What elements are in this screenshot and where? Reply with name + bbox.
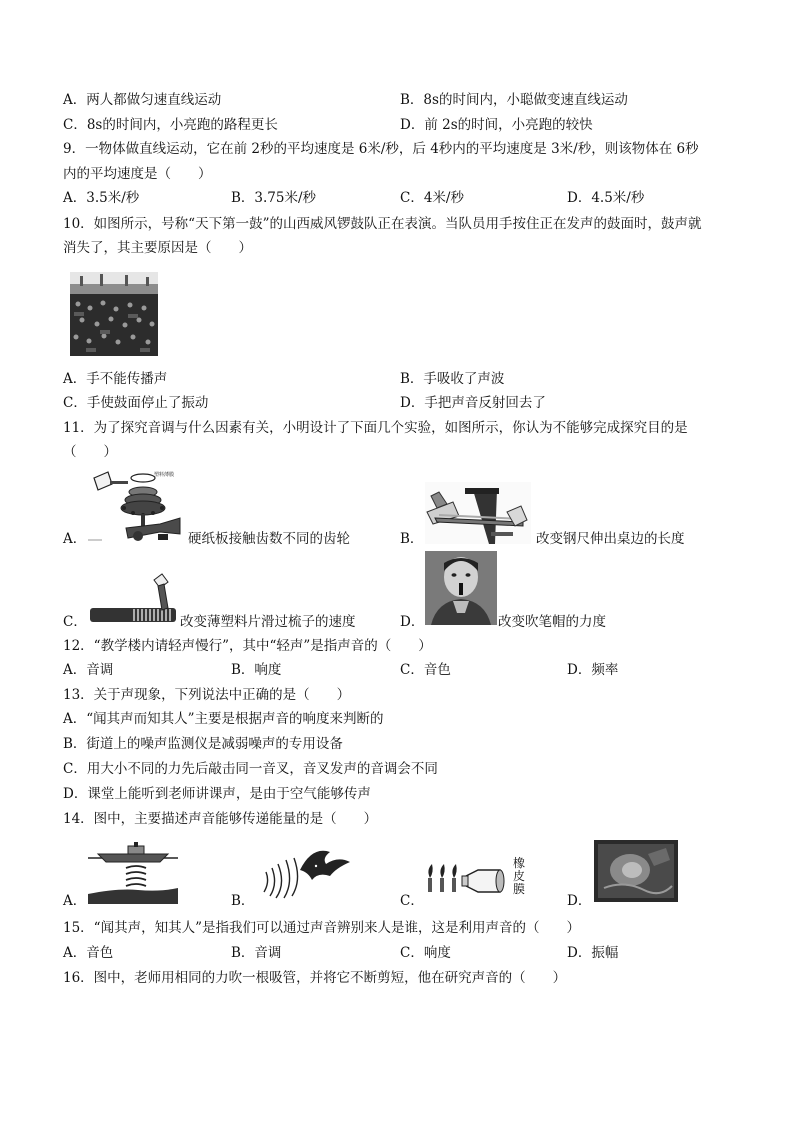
- plastic-film-label: 塑料薄膜: [154, 472, 175, 478]
- q12-option-b: B．响度: [231, 662, 282, 678]
- comb-figure: [88, 572, 180, 628]
- q13-stem: 13．关于声现象，下列说法中正确的是（ ）: [63, 687, 351, 703]
- q11-stem-line2: （ ）: [63, 444, 117, 460]
- q8-option-a: A．两人都做匀速直线运动: [63, 92, 222, 108]
- q9-option-b: B．3.75米/秒: [231, 190, 317, 206]
- q11-stem-line1: 11．为了探究音调与什么因素有关，小明设计了下面几个实验，如图所示，你认为不能够完成探究目的是: [63, 420, 688, 436]
- gear-wheel-figure: [88, 468, 184, 546]
- q15-option-a: A．音色: [63, 945, 114, 961]
- q11-option-a-text: 硬纸板接触齿数不同的齿轮: [188, 531, 350, 547]
- q14-option-d-letter: D．: [567, 893, 592, 909]
- boy-blowing-pen-cap-photo: [425, 551, 497, 625]
- q11-option-d-text: 改变吹笔帽的力度: [498, 614, 606, 630]
- q15-option-b: B．音调: [231, 945, 282, 961]
- ship-sonar-figure: [88, 842, 178, 904]
- q12-option-d: D．频率: [567, 662, 619, 678]
- q15-option-d: D．振幅: [567, 945, 619, 961]
- q16-stem: 16．图中，老师用相同的力吹一根吸管，并将它不断剪短，他在研究声音的（ ）: [63, 970, 567, 986]
- q9-option-c: C．4米/秒: [400, 190, 464, 206]
- q11-option-c-letter: C．: [63, 614, 87, 630]
- q10-option-d: D．手把声音反射回去了: [400, 395, 546, 411]
- bat-echolocation-figure: [256, 842, 352, 904]
- q12-stem: 12．“教学楼内请轻声慢行”，其中“轻声”是指声音的（ ）: [63, 638, 432, 654]
- rubber-membrane-label-2: 皮: [513, 869, 526, 883]
- q10-stem-line2: 消失了，其主要原因是（ ）: [63, 240, 252, 256]
- q9-option-a: A．3.5米/秒: [63, 190, 140, 206]
- q10-option-b: B．手吸收了声波: [400, 371, 505, 387]
- q13-option-b: B．街道上的噪声监测仪是减弱噪声的专用设备: [63, 736, 343, 752]
- rubber-membrane-label-1: 橡: [513, 856, 526, 870]
- rubber-membrane-label-3: 膜: [513, 882, 526, 896]
- q14-option-a-letter: A．: [63, 893, 87, 909]
- q9-stem-line2: 内的平均速度是（ ）: [63, 166, 212, 182]
- q11-option-d-letter: D．: [400, 614, 425, 630]
- q8-option-c: C．8s的时间内，小亮跑的路程更长: [63, 117, 278, 133]
- ultrasound-photo: [594, 840, 678, 902]
- q8-option-d: D．前 2s的时间，小亮跑的较快: [400, 117, 593, 133]
- q14-option-c-letter: C．: [400, 893, 424, 909]
- q14-stem: 14．图中，主要描述声音能够传递能量的是（ ）: [63, 811, 378, 827]
- q13-option-c: C．用大小不同的力先后敲击同一音叉，音叉发声的音调会不同: [63, 761, 438, 777]
- q13-option-a: A．“闻其声而知其人”主要是根据声音的响度来判断的: [63, 711, 384, 727]
- q10-option-a: A．手不能传播声: [63, 371, 168, 387]
- q15-stem: 15．“闻其声，知其人”是指我们可以通过声音辨别来人是谁，这是利用声音的（ ）: [63, 920, 580, 936]
- q10-option-c: C．手使鼓面停止了振动: [63, 395, 209, 411]
- q11-option-b-text: 改变钢尺伸出桌边的长度: [536, 531, 685, 547]
- q14-option-b-letter: B．: [231, 893, 255, 909]
- q13-option-d: D．课堂上能听到老师讲课声，是由于空气能够传声: [63, 786, 371, 802]
- q11-option-b-letter: B．: [400, 531, 424, 547]
- candle-rubber-membrane-figure: [422, 848, 506, 904]
- steel-ruler-figure: [425, 482, 531, 544]
- drum-performance-photo: [70, 272, 158, 356]
- q12-option-a: A．音调: [63, 662, 114, 678]
- q8-option-b: B．8s的时间内，小聪做变速直线运动: [400, 92, 628, 108]
- q15-option-c: C．响度: [400, 945, 451, 961]
- q10-stem-line1: 10．如图所示，号称“天下第一鼓”的山西威风锣鼓队正在表演。当队员用手按住正在发声的鼓面时，鼓声就: [63, 216, 702, 232]
- q11-option-a-letter: A．: [63, 531, 87, 547]
- q9-stem-line1: 9．一物体做直线运动，它在前 2秒的平均速度是 6米/秒，后 4秒内的平均速度是 3米/秒，则该物体在 6秒: [63, 141, 699, 157]
- q9-option-d: D．4.5米/秒: [567, 190, 645, 206]
- q11-option-c-text: 改变薄塑料片滑过梳子的速度: [180, 614, 356, 630]
- q12-option-c: C．音色: [400, 662, 451, 678]
